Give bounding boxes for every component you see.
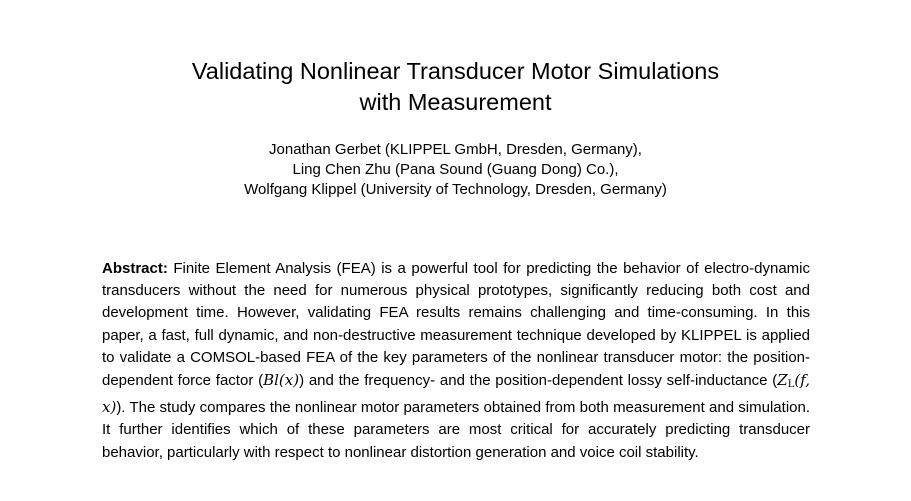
abstract-text-part3: ). The study compares the nonlinear motor parameters obtained from both measurement and simulation. It further identifies which of these parameters are most critical for accurately predicting transducer behavior, particularly with respect to nonlinear distortion generation and voice coil stability. (102, 399, 810, 461)
force-factor-formula: Bl(x) (263, 371, 300, 390)
inductance-arguments: (f, x) (102, 371, 810, 417)
title-line-2: with Measurement (359, 89, 552, 115)
inductance-symbol: Z (777, 371, 788, 390)
author-klippel: Wolfgang Klippel (University of Technology, Dresden, Germany) (244, 181, 667, 198)
abstract-text-part1: Finite Element Analysis (FEA) is a powerful tool for predicting the behavior of electro-dynamic transducers without the need for numerous physical prototypes, significantly reducing both cost and development time. However, validating FEA results remains challenging and time-consuming. In this paper, a fast, full dynamic, and non-destructive measurement technique developed by KLIPPEL is applied to validate a COMSOL-based FEA of the key parameters of the nonlinear transducer motor: the position-dependent force factor ( (102, 260, 810, 390)
author-gerbet: Jonathan Gerbet (KLIPPEL GmbH, Dresden, Germany), (269, 141, 642, 158)
abstract-paragraph (102, 258, 810, 464)
abstract-text-part2: ) and the frequency- and the position-dependent lossy self-inductance ( (299, 372, 778, 390)
paper-title (0, 56, 911, 118)
author-zhu: Ling Chen Zhu (Pana Sound (Guang Dong) Co.), (292, 161, 619, 178)
inductance-subscript: L (787, 379, 795, 391)
title-line-1: Validating Nonlinear Transducer Motor Simulations (191, 58, 720, 84)
author-list (0, 140, 911, 200)
abstract-label: Abstract: (102, 260, 168, 277)
